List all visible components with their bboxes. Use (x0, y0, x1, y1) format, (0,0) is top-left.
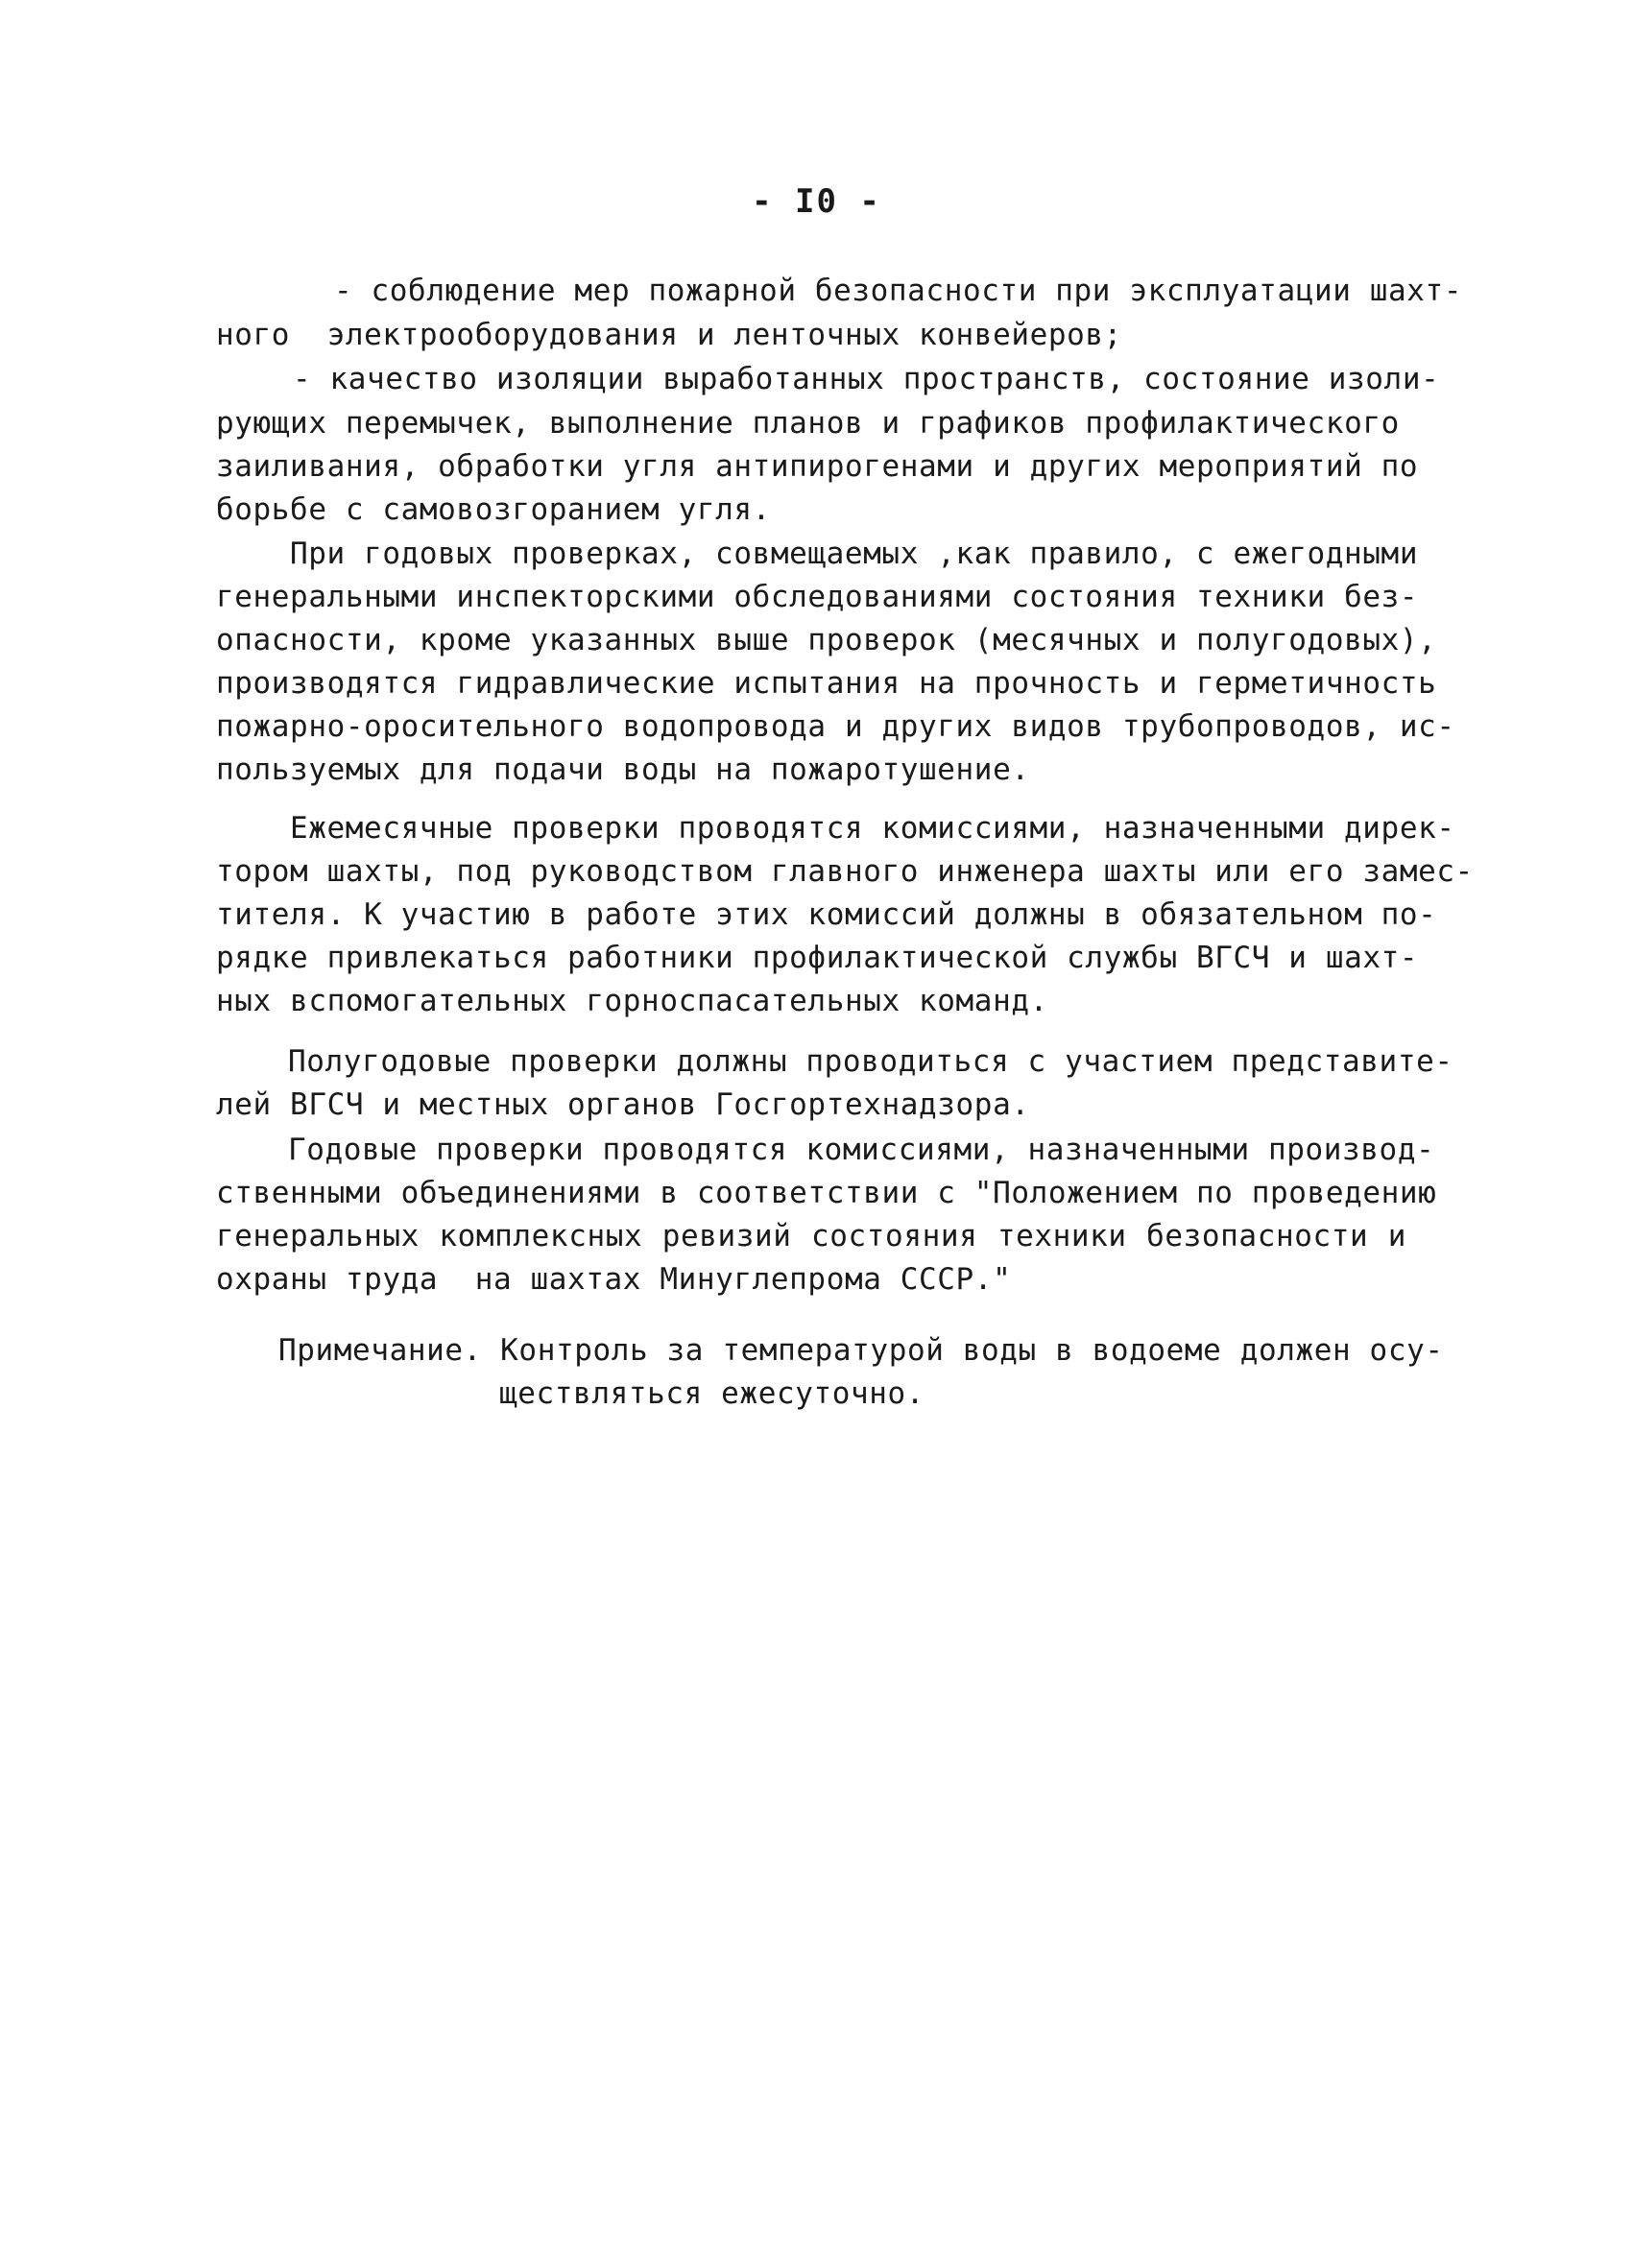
text-line: заиливания, обработки угля антипирогенами и других мероприятий по (216, 449, 1419, 484)
text-line: генеральными инспекторскими обследованиями состояния техники без- (216, 580, 1419, 614)
text-line: лей ВГСЧ и местных органов Госгортехнадзора. (216, 1087, 1030, 1122)
text-line: ного электрооборудования и ленточных конвейеров; (216, 318, 1122, 352)
page-number: - I0 - (752, 182, 881, 221)
text-line: Примечание. Контроль за температурой воды в водоеме должен осу- (278, 1333, 1444, 1368)
text-line: пользуемых для подачи воды на пожаротушение. (216, 752, 1030, 787)
text-line: охраны труда на шахтах Минуглепрома СССР." (216, 1262, 1012, 1297)
text-line: рядке привлекаться работники профилактической службы ВГСЧ и шахт- (216, 941, 1419, 975)
text-line: - качество изоляции выработанных пространств, состояние изоли- (293, 362, 1440, 396)
text-line: производятся гидравлические испытания на прочность и герметичность (216, 666, 1437, 701)
text-line: Годовые проверки проводятся комиссиями, назначенными производ- (288, 1133, 1435, 1167)
text-line: тором шахты, под руководством главного инженера шахты или его замес- (216, 854, 1474, 889)
text-line: - соблюдение мер пожарной безопасности при эксплуатации шахт- (334, 274, 1463, 308)
text-line: генеральных комплексных ревизий состояния техники безопасности и (216, 1219, 1406, 1253)
text-line: борьбе с самовозгоранием угля. (216, 492, 771, 527)
text-line: опасности, кроме указанных выше проверок (месячных и полугодовых), (216, 623, 1437, 657)
text-line: ственными объединениями в соответствии с "Положением по проведению (216, 1176, 1437, 1210)
text-line: рующих перемычек, выполнение планов и графиков профилактического (216, 406, 1400, 441)
text-line: ществляться ежесуточно. (499, 1376, 925, 1411)
text-line: Полугодовые проверки должны проводиться с участием представите- (288, 1044, 1453, 1079)
text-line: тителя. К участию в работе этих комиссий должны в обязательном по- (216, 897, 1437, 932)
text-line: ных вспомогательных горноспасательных команд. (216, 984, 1048, 1018)
text-line: пожарно-оросительного водопровода и других видов трубопроводов, ис- (216, 709, 1455, 744)
text-line: При годовых проверках, совмещаемых ,как правило, с ежегодными (290, 537, 1419, 571)
text-line: Ежемесячные проверки проводятся комиссиями, назначенными дирек- (290, 811, 1455, 846)
